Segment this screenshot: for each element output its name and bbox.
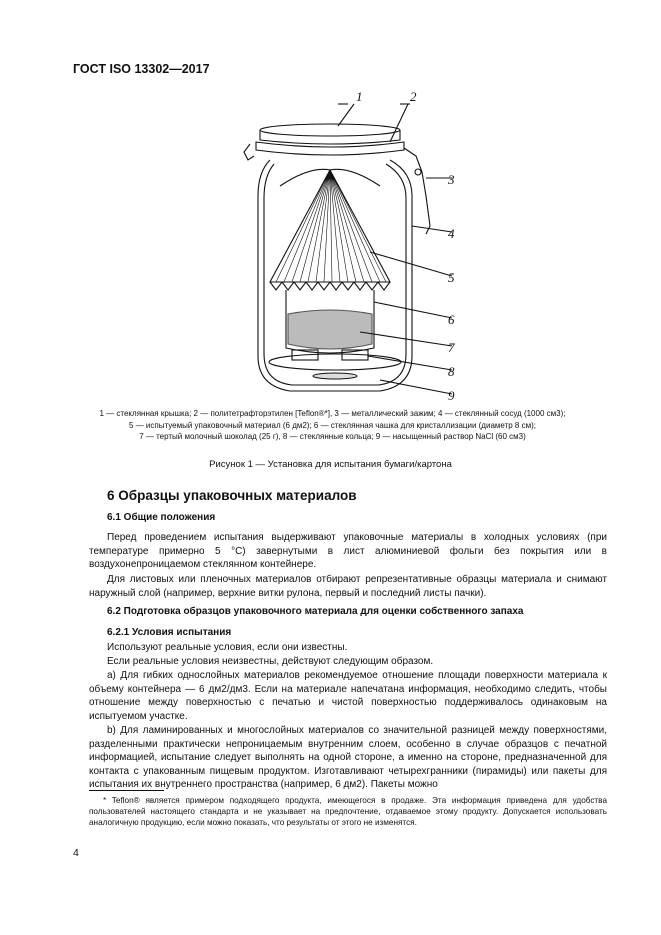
nacl-solution — [269, 354, 401, 370]
paragraph-2: Для листовых или пленочных материалов отбирают репрезентативные образцы материала и снимают наружный слой (например, верхние витки рулона, первый и последний листы пачки). — [89, 574, 607, 599]
label-2: 2 — [410, 89, 417, 104]
label-7: 7 — [448, 340, 455, 355]
section-6-1-heading: 6.1 Общие положения — [107, 512, 216, 523]
label-9: 9 — [448, 388, 455, 403]
jar-apparatus-figure — [230, 86, 470, 406]
paragraph-3: Используют реальные условия, если они известны. — [107, 642, 348, 653]
legend-line-1: 1 — стеклянная крышка; 2 — политетрафторэтилен [Teflon®*], 3 — металлический зажим; 4 — стеклянный сосуд (1000 см3); — [99, 409, 566, 418]
paragraph-1: Перед проведением испытания выдерживают упаковочные материалы в холодных условиях (при температуре примерно 5 °С) завернутыми в лист алюминиевой фольги без покрытия или в воздухонепроницаемом стеклянном контейнере. — [89, 532, 607, 571]
metal-clamp — [404, 148, 430, 234]
legend-line-2: 5 — испытуемый упаковочный материал (6 дм2); 6 — стеклянная чашка для кристаллизации (диаметр 8 см); — [129, 420, 536, 430]
page-header: ГОСТ ISO 13302—2017 — [73, 62, 210, 76]
grated-chocolate — [288, 310, 372, 349]
legend-line-3: 7 — тертый молочный шоколад (25 г), 8 — стеклянные кольца; 9 — насыщенный раствор NaCl (60 см3) — [139, 432, 526, 441]
label-8: 8 — [448, 364, 455, 379]
paragraph-5: а) Для гибких однослойных материалов рекомендуемое отношение площади поверхности материала к объему контейнера — 6 дм2/дм3. Если на материале напечатана информация, необходимо следить, чтобы отношение между поверхностью с печатью и чистой поверхностью поддерживалось одинаковым на испытуемом участке. — [89, 670, 607, 722]
label-6: 6 — [448, 312, 455, 327]
footnote: * Teflon® является примером подходящего продукта, имеющегося в продаже. Эта информация приведена для удобства пользователей настоящего стандарта и не указывает на предпочтение, отдаваемое этому продукту. Допускается использовать аналогичную продукцию, если можно показать, что результаты от этого не изменятся. — [89, 796, 607, 827]
figure-title: Рисунок 1 — Установка для испытания бумаги/картона — [209, 459, 452, 470]
packaging-sample-cone — [270, 170, 390, 290]
section-6-heading: 6 Образцы упаковочных материалов — [107, 488, 357, 503]
figure-legend — [60, 408, 605, 443]
label-5: 5 — [448, 270, 455, 285]
section-6-2-heading: 6.2 Подготовка образцов упаковочного материала для оценки собственного запаха — [107, 606, 524, 617]
footnote-separator — [89, 790, 164, 791]
page-number: 4 — [73, 847, 79, 859]
label-3: 3 — [448, 172, 455, 187]
paragraph-4: Если реальные условия неизвестны, действуют следующим образом. — [107, 656, 434, 667]
label-1: 1 — [356, 89, 363, 104]
label-4: 4 — [448, 226, 455, 241]
section-6-2-1-heading: 6.2.1 Условия испытания — [107, 627, 232, 638]
glass-lid — [260, 124, 400, 136]
paragraph-6: b) Для ламинированных и многослойных материалов со значительной разницей между поверхностями, разделенными практически непроницаемым внутренним слоем, особенно в случае образцов с печатной информацией, испытание следует выполнять на одной стороне, а именно на стороне, предназначенной для контакта с упакованным пищевым продуктом. Изготавливают четырехгранники (пирамиды) или пакеты для испытания их внутреннего пространства (например, 6 дм2). Пакеты можно — [89, 725, 607, 791]
